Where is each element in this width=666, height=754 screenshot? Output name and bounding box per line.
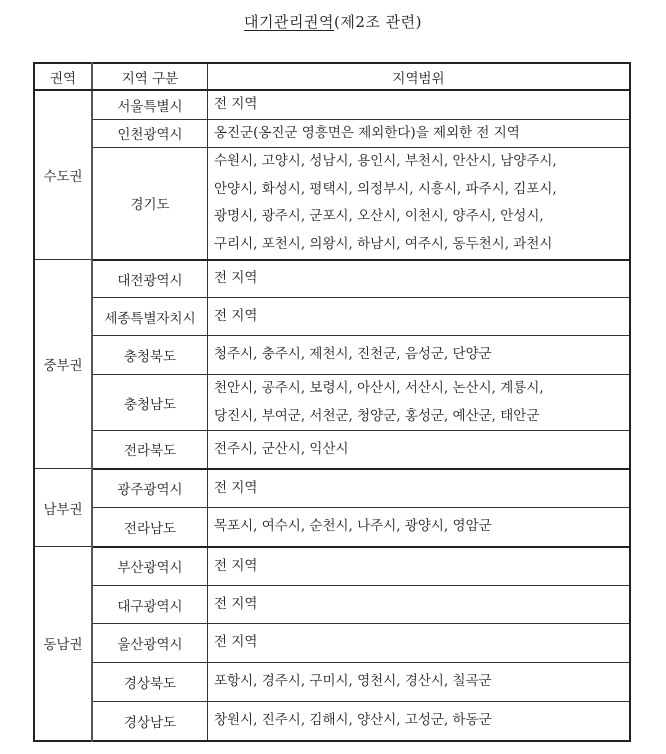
scope-line: 천안시, 공주시, 보령시, 아산시, 서산시, 논산시, 계룡시, <box>214 380 544 396</box>
area-cell: 대구광역시 <box>92 586 208 624</box>
table-row <box>34 336 630 375</box>
table-row <box>34 508 630 547</box>
area-cell: 충청남도 <box>92 375 208 431</box>
table-row <box>34 586 630 624</box>
area-cell: 광주광역시 <box>92 469 208 508</box>
title-main: 대기관리권역 <box>244 13 334 31</box>
air-quality-zones-table <box>33 62 631 742</box>
scope-cell <box>208 119 631 148</box>
scope-cell <box>208 90 631 119</box>
scope-cell <box>208 260 631 298</box>
table-row <box>34 148 630 260</box>
area-cell: 충청북도 <box>92 336 208 375</box>
table-row <box>34 431 630 469</box>
scope-line: 전 지역 <box>214 479 258 496</box>
scope-line: 수원시, 고양시, 성남시, 용인시, 부천시, 안산시, 남양주시, <box>214 153 557 170</box>
scope-line: 목포시, 여수시, 순천시, 나주시, 광양시, 영암군 <box>214 518 492 534</box>
scope-line: 창원시, 진주시, 김해시, 양산시, 고성군, 하동군 <box>214 712 492 728</box>
table-row <box>34 298 630 336</box>
scope-cell <box>208 702 631 741</box>
area-cell: 전라남도 <box>92 508 208 547</box>
area-cell: 부산광역시 <box>92 547 208 586</box>
area-cell: 경상북도 <box>92 663 208 702</box>
table-row <box>34 90 630 119</box>
scope-cell <box>208 624 631 663</box>
area-cell: 세종특별자치시 <box>92 298 208 336</box>
scope-cell <box>208 148 631 260</box>
scope-cell <box>208 547 631 586</box>
scope-line: 전 지역 <box>214 270 258 286</box>
table-body <box>34 90 630 741</box>
area-cell: 경상남도 <box>92 702 208 741</box>
area-cell: 서울특별시 <box>92 90 208 119</box>
scope-line: 안양시, 화성시, 평택시, 의정부시, 시흥시, 파주시, 김포시, <box>214 180 557 197</box>
scope-line: 광명시, 광주시, 군포시, 오산시, 이천시, 양주시, 안성시, <box>214 208 544 225</box>
scope-line: 전주시, 군산시, 익산시 <box>214 440 349 457</box>
table-header-row <box>34 63 630 90</box>
zone-cell: 수도권 <box>34 90 92 260</box>
area-cell: 경기도 <box>92 148 208 260</box>
scope-cell <box>208 298 631 336</box>
table-row <box>34 663 630 702</box>
zone-cell: 남부권 <box>34 469 92 547</box>
scope-line: 전 지역 <box>214 307 258 324</box>
scope-line: 전 지역 <box>214 96 258 112</box>
scope-line: 전 지역 <box>214 557 258 574</box>
scope-line: 구리시, 포천시, 의왕시, 하남시, 여주시, 동두천시, 과천시 <box>214 235 553 252</box>
scope-cell <box>208 469 631 508</box>
scope-line: 청주시, 충주시, 제천시, 진천군, 음성군, 단양군 <box>214 346 492 363</box>
area-cell: 인천광역시 <box>92 119 208 148</box>
scope-cell <box>208 508 631 547</box>
scope-line: 포항시, 경주시, 구미시, 영천시, 경산시, 칠곡군 <box>214 673 492 690</box>
scope-line: 옹진군(옹진군 영흥면은 제외한다)을 제외한 전 지역 <box>214 124 520 141</box>
scope-cell <box>208 375 631 431</box>
scope-line: 당진시, 부여군, 서천군, 청양군, 홍성군, 예산군, 태안군 <box>214 407 540 424</box>
title-suffix: (제2조 관련) <box>333 13 422 31</box>
scope-cell <box>208 663 631 702</box>
header-area: 지역 구분 <box>92 63 208 90</box>
area-cell: 울산광역시 <box>92 624 208 663</box>
zone-cell: 동남권 <box>34 547 92 741</box>
scope-cell <box>208 586 631 624</box>
header-scope: 지역범위 <box>208 63 631 90</box>
table-row <box>34 624 630 663</box>
header-zone: 권역 <box>34 63 92 90</box>
document-title <box>0 11 666 32</box>
table-row <box>34 375 630 431</box>
table-row <box>34 260 630 298</box>
table-row <box>34 547 630 586</box>
scope-cell <box>208 431 631 469</box>
scope-line: 전 지역 <box>214 595 258 612</box>
area-cell: 전라북도 <box>92 431 208 469</box>
table-row <box>34 702 630 741</box>
table-row <box>34 119 630 148</box>
scope-cell <box>208 336 631 375</box>
zone-cell: 중부권 <box>34 260 92 469</box>
area-cell: 대전광역시 <box>92 260 208 298</box>
table-row <box>34 469 630 508</box>
scope-line: 전 지역 <box>214 634 258 651</box>
